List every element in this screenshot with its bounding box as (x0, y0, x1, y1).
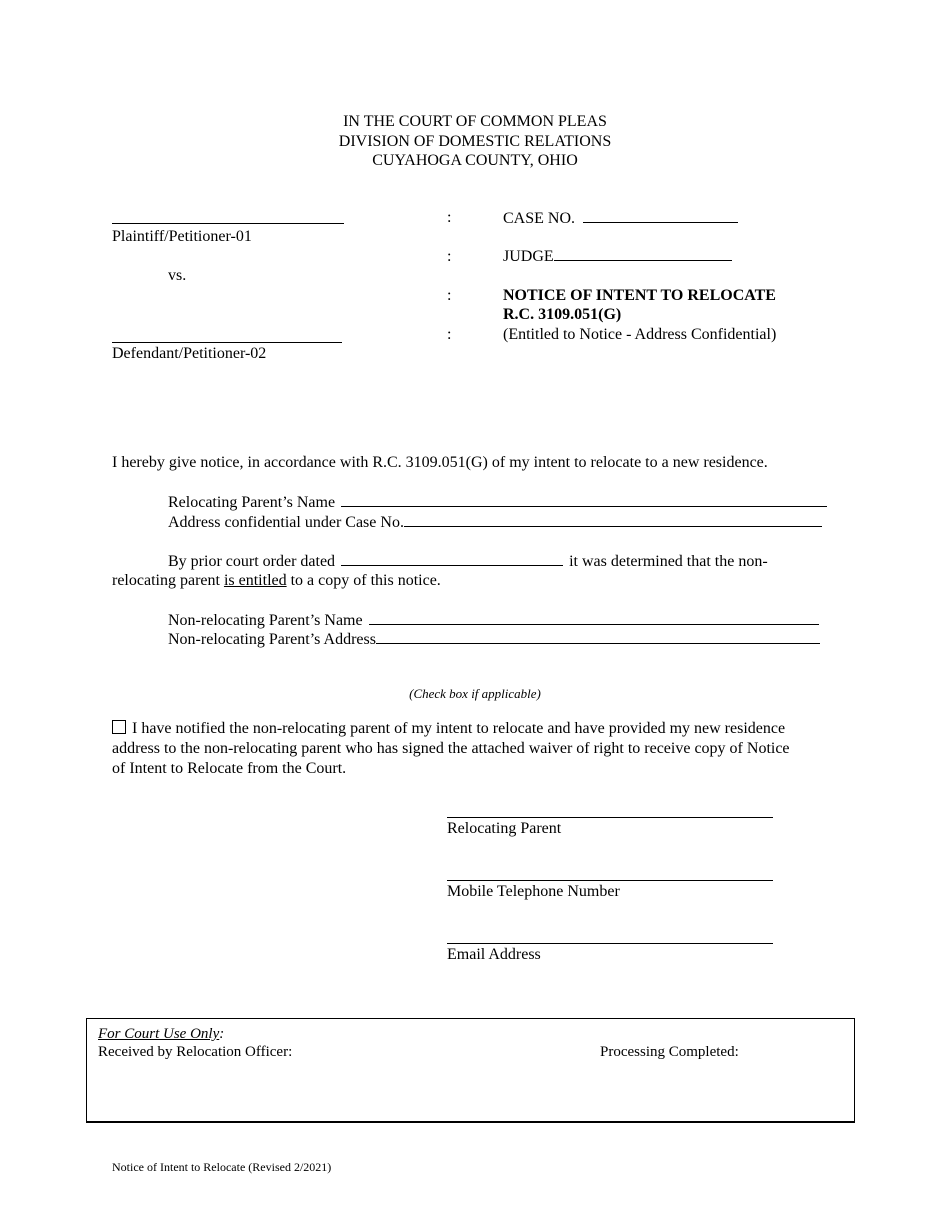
waiver-row (112, 719, 785, 739)
waiver-text: I have notified the non-relocating parent of my intent to relocate and have provided my new residence (132, 720, 786, 737)
prior-order-text: to a copy of this notice. (290, 572, 441, 589)
county-name: CUYAHOGA COUNTY, OHIO (372, 152, 578, 169)
address-confidential-label: Address confidential under Case No. (168, 514, 404, 531)
relocating-name-row (168, 492, 827, 513)
judge-field[interactable] (554, 246, 732, 261)
check-box-note: (Check box if applicable) (409, 686, 541, 701)
division-name: DIVISION OF DOMESTIC RELATIONS (338, 133, 612, 150)
nonrelocating-address-label: Non-relocating Parent’s Address (168, 631, 376, 648)
relocating-parent-signature-line[interactable] (447, 817, 773, 818)
processing-completed-label: Processing Completed: (600, 1044, 739, 1060)
nonrelocating-name-row (168, 610, 819, 631)
mobile-number-label: Mobile Telephone Number (447, 883, 620, 900)
waiver-text: of Intent to Relocate from the Court. (112, 760, 347, 777)
prior-order-date-field[interactable] (341, 551, 563, 566)
mobile-number-line[interactable] (447, 880, 773, 881)
defendant-label: Defendant/Petitioner-02 (112, 345, 267, 362)
email-line[interactable] (447, 943, 773, 944)
defendant-name-line[interactable] (112, 342, 342, 343)
is-entitled-text: is entitled (223, 572, 287, 589)
address-confidential-row (168, 512, 822, 533)
waiver-text: address to the non-relocating parent who has signed the attached waiver of right to receive copy of Notice (112, 740, 790, 757)
prior-order-text: relocating parent (112, 572, 220, 589)
court-name: IN THE COURT OF COMMON PLEAS (343, 113, 607, 130)
prior-order-text: By prior court order dated (168, 553, 336, 570)
nonrelocating-address-row (168, 629, 820, 650)
case-number-label: CASE NO. (503, 210, 576, 227)
relocating-parent-label: Relocating Parent (447, 820, 562, 837)
intro-paragraph: I hereby give notice, in accordance with R.C. 3109.051(G) of my intent to relocate to a new residence. (112, 454, 768, 471)
plaintiff-label: Plaintiff/Petitioner-01 (112, 228, 252, 245)
caption-colon: : (447, 326, 452, 343)
relocating-name-label: Relocating Parent’s Name (168, 494, 336, 511)
prior-order-text: it was determined that the non- (569, 553, 768, 570)
court-use-heading: For Court Use Only: (98, 1026, 225, 1042)
caption-colon: : (447, 287, 452, 304)
judge-label: JUDGE (503, 248, 554, 265)
nonrelocating-name-label: Non-relocating Parent’s Name (168, 612, 363, 629)
case-number-field[interactable] (583, 208, 738, 223)
received-by-label: Received by Relocation Officer: (98, 1044, 293, 1060)
caption-colon: : (447, 248, 452, 265)
prior-order-row-2 (112, 571, 441, 591)
waiver-checkbox[interactable] (112, 720, 126, 734)
caption-colon: : (447, 209, 452, 226)
nonrelocating-name-field[interactable] (369, 610, 819, 625)
prior-order-row (168, 551, 768, 572)
entitled-note: (Entitled to Notice - Address Confidential) (503, 326, 777, 343)
statute-reference: R.C. 3109.051(G) (503, 306, 622, 323)
address-confidential-field[interactable] (404, 512, 822, 527)
judge-row (503, 246, 732, 267)
plaintiff-name-line[interactable] (112, 223, 344, 224)
case-number-row (503, 208, 738, 229)
form-footer: Notice of Intent to Relocate (Revised 2/2021) (112, 1160, 332, 1174)
nonrelocating-address-field[interactable] (376, 629, 820, 644)
versus-label: vs. (168, 267, 187, 284)
notice-title: NOTICE OF INTENT TO RELOCATE (503, 287, 776, 304)
email-label: Email Address (447, 946, 541, 963)
relocating-name-field[interactable] (341, 492, 827, 507)
